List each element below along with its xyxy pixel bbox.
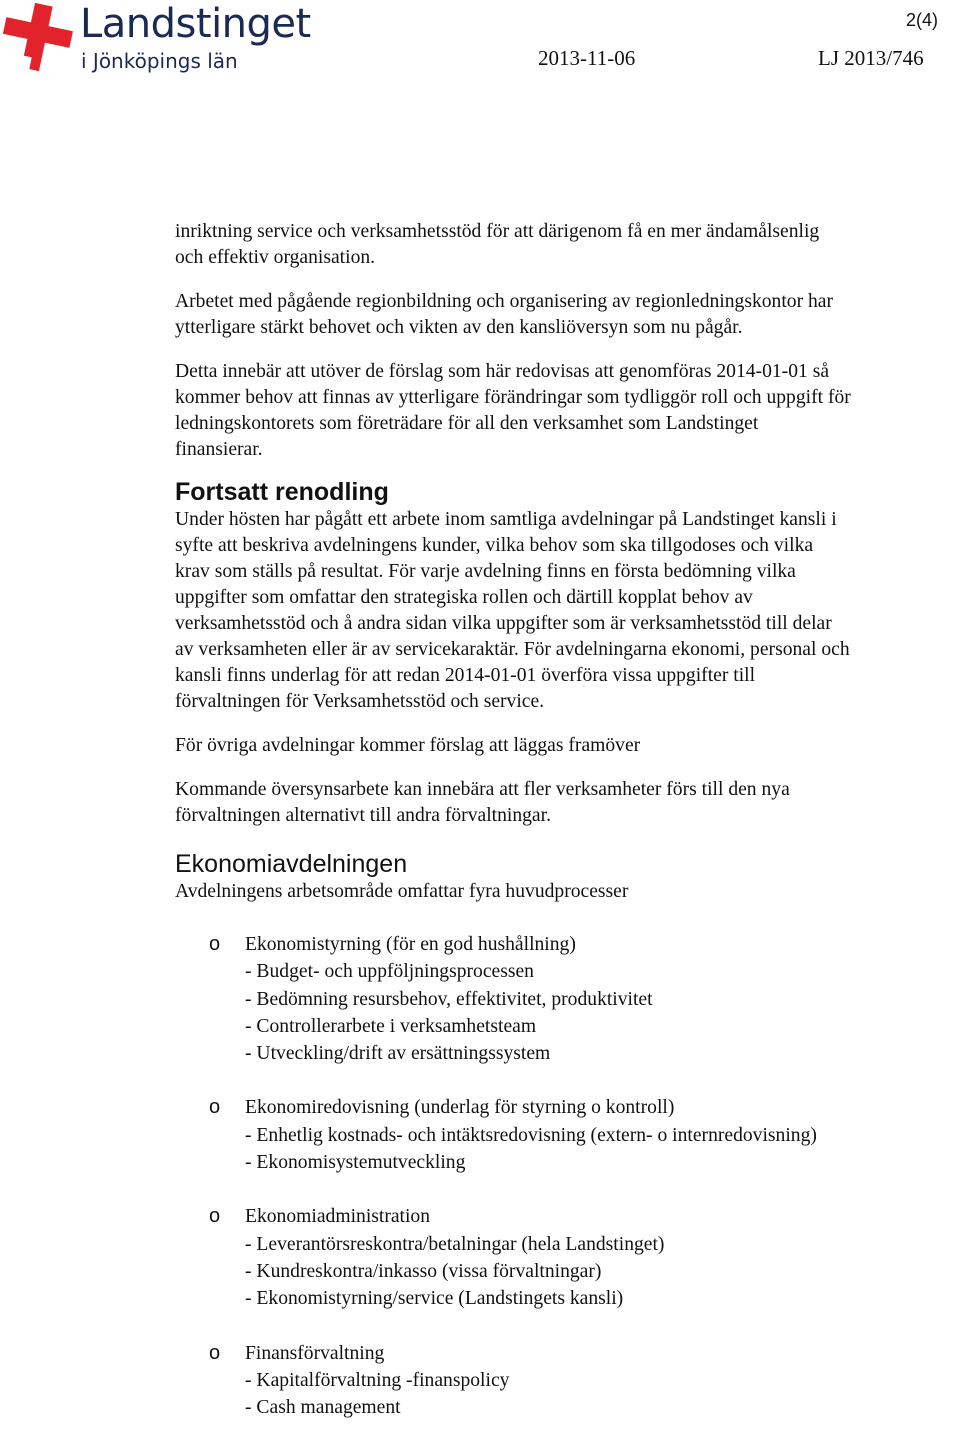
list-item-title: Finansförvaltning: [245, 1342, 385, 1364]
bullet-o-icon: o: [209, 1205, 221, 1228]
list-subitem: - Cash management: [245, 1397, 401, 1419]
text-line: inriktning service och verksamhetsstöd för att därigenom få en mer ändamålsenlig: [175, 221, 820, 242]
list-subitem: - Leverantörsreskontra/betalningar (hela Landstinget): [245, 1233, 665, 1255]
section-paragraph: [175, 507, 960, 715]
section-heading: Fortsatt renodling: [175, 478, 389, 506]
list-subitem: - Kapitalförvaltning -finanspolicy: [245, 1369, 510, 1391]
list-item: [175, 931, 960, 1067]
text-line: kansli finns underlag för att redan 2014-01-01 överföra vissa uppgifter till: [175, 665, 756, 686]
list-item-title: Ekonomistyrning (för en god hushållning): [245, 934, 576, 955]
bullet-o-icon: o: [209, 1341, 221, 1364]
logo-subtitle: i Jönköpings län: [81, 49, 238, 73]
list-item-title: Ekonomiredovisning (underlag för styrning o kontroll): [245, 1097, 675, 1119]
text-line: ytterligare stärkt behovet och vikten av den kansliöversyn som nu pågår.: [175, 317, 743, 338]
text-line: Under hösten har pågått ett arbete inom samtliga avdelningar på Landstinget kansli i: [175, 509, 837, 530]
text-line: Kommande översynsarbete kan innebära att fler verksamheter förs till den nya: [175, 779, 790, 800]
text-line: syfte att beskriva avdelningens kunder, vilka behov som ska tillgodoses och vilka: [175, 535, 814, 556]
text-line: verksamhetsstöd och å andra sidan vilka uppgifter som är verksamhetsstöd till delar: [175, 613, 832, 634]
bullet-o-icon: o: [209, 933, 221, 955]
list-subitem: - Ekonomisystemutveckling: [245, 1152, 466, 1174]
intro-paragraph: [175, 219, 960, 271]
text-line: och effektiv organisation.: [175, 247, 376, 268]
list-item-title: Ekonomiadministration: [245, 1206, 431, 1228]
process-list: [175, 931, 960, 1421]
section-paragraph: [175, 733, 960, 759]
intro-paragraph: [175, 359, 960, 463]
page-number: 2(4): [905, 10, 938, 30]
text-line: förvaltningen alternativt till andra förvaltningar.: [175, 805, 551, 826]
text-line: Arbetet med pågående regionbildning och organisering av regionledningskontor har: [175, 291, 834, 312]
bullet-o-icon: o: [209, 1096, 221, 1119]
red-cross-logo-icon: [0, 2, 78, 74]
text-line: ledningskontorets som företrädare för all den verksamhet som Landstinget: [175, 413, 759, 434]
list-subitem: - Bedömning resursbehov, effektivitet, produktivitet: [245, 988, 653, 1010]
section-paragraph: [175, 777, 960, 829]
list-subitem: - Controllerarbete i verksamhetsteam: [245, 1015, 537, 1037]
section-heading: Ekonomiavdelningen: [175, 850, 408, 878]
list-subitem: - Budget- och uppföljningsprocessen: [245, 961, 534, 983]
list-subitem: - Enhetlig kostnads- och intäktsredovisning (extern- o internredovisning): [245, 1124, 817, 1146]
text-line: finansierar.: [175, 439, 263, 460]
text-line: av verksamheten eller är av servicekaraktär. För avdelningarna ekonomi, personal och: [175, 639, 850, 660]
text-line: krav som ställs på resultat. För varje avdelning finns en första bedömning vilka: [175, 561, 796, 582]
list-subitem: - Kundreskontra/inkasso (vissa förvaltningar): [245, 1260, 602, 1282]
text-line: uppgifter som omfattar den strategiska rollen och därtill kopplat behov av: [175, 587, 753, 608]
list-item: [175, 1094, 960, 1176]
landstinget-logo: [0, 0, 320, 80]
intro-paragraph: [175, 289, 960, 341]
list-item: [175, 1340, 960, 1422]
text-line: För övriga avdelningar kommer förslag att läggas framöver: [175, 735, 641, 756]
logo-title: Landstinget: [80, 1, 311, 47]
section-intro: Avdelningens arbetsområde omfattar fyra huvudprocesser: [175, 881, 629, 902]
text-line: Detta innebär att utöver de förslag som här redovisas att genomföras 2014-01-01 så: [175, 361, 830, 382]
document-body: [175, 219, 960, 1421]
list-subitem: - Ekonomistyrning/service (Landstingets kansli): [245, 1288, 624, 1310]
document-reference: LJ 2013/746: [818, 46, 924, 70]
text-line: förvaltningen för Verksamhetsstöd och service.: [175, 691, 545, 712]
document-date: 2013-11-06: [538, 46, 636, 70]
list-item: [175, 1203, 960, 1312]
list-subitem: - Utveckling/drift av ersättningssystem: [245, 1043, 551, 1065]
text-line: kommer behov att finnas av ytterligare förändringar som tydliggör roll och uppgift för: [175, 387, 851, 408]
